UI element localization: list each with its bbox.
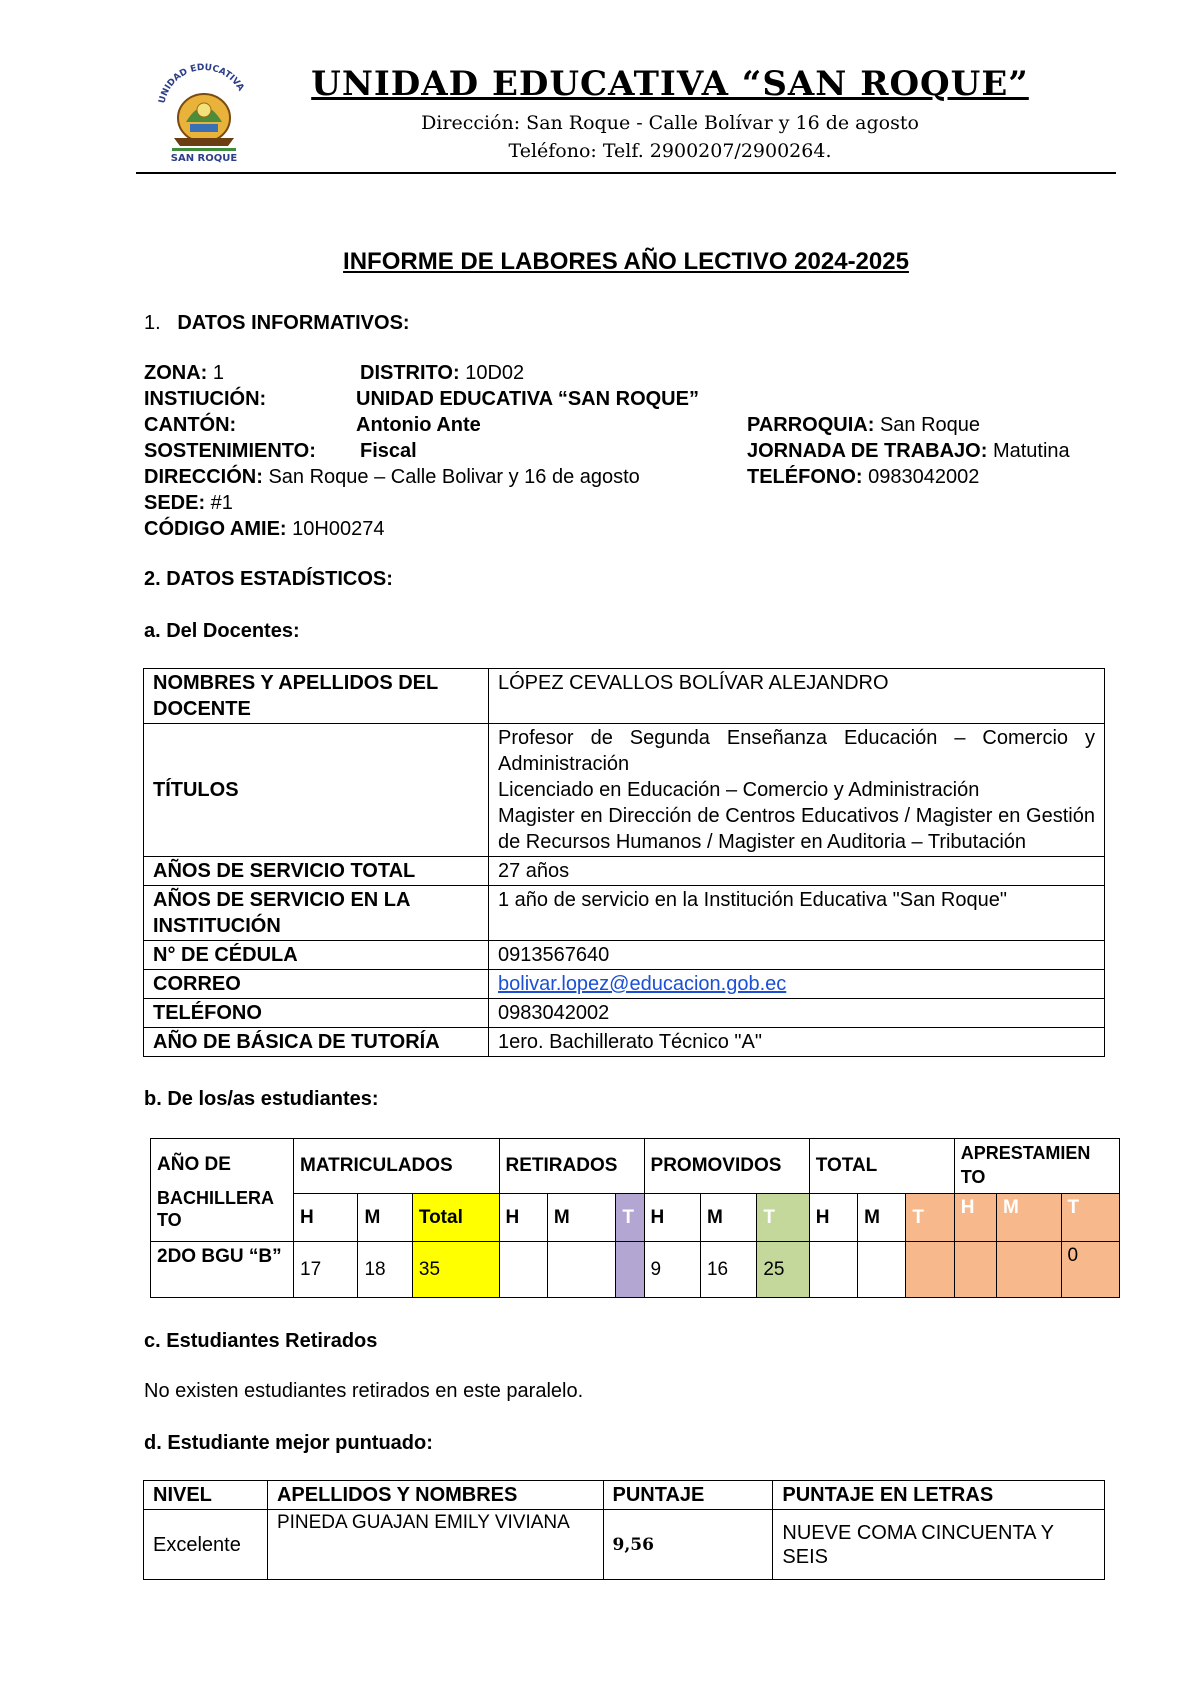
servicio-inst-value: 1 año de servicio en la Institución Educativa "San Roque" [489, 886, 1105, 941]
amie-field: CÓDIGO AMIE: 10H00274 [144, 518, 385, 540]
svg-text:UNIDAD EDUCATIVA: UNIDAD EDUCATIVA [157, 62, 246, 105]
ret-m-value [547, 1242, 615, 1298]
docente-table [143, 668, 1105, 1057]
table-row [144, 970, 1105, 999]
prom-m-value: 16 [700, 1242, 756, 1298]
table-row [151, 1242, 1120, 1298]
nombres-header: APELLIDOS Y NOMBRES [267, 1481, 603, 1510]
ano-header: AÑO DE BACHILLERA TO [151, 1139, 294, 1242]
table-row [144, 941, 1105, 970]
letras-header: PUNTAJE EN LETRAS [773, 1481, 1105, 1510]
section1-heading: 1. DATOS INFORMATIVOS: [144, 312, 410, 334]
correo-cell [489, 970, 1105, 999]
letras-value: NUEVE COMA CINCUENTA Y SEIS [773, 1510, 1105, 1580]
apr-h-value [954, 1242, 996, 1298]
prom-t-value: 25 [757, 1242, 809, 1298]
canton-value: Antonio Ante [356, 414, 481, 436]
tot-m-value [858, 1242, 906, 1298]
school-name: UNIDAD EDUCATIVA “SAN ROQUE” [311, 64, 1029, 104]
cedula-label: N° DE CÉDULA [144, 941, 489, 970]
apr-h-header: H [954, 1194, 996, 1242]
matriculados-header: MATRICULADOS [294, 1139, 499, 1194]
mat-m-value: 18 [358, 1242, 412, 1298]
nombres-value: PINEDA GUAJAN EMILY VIVIANA [267, 1510, 603, 1580]
table-row [144, 724, 1105, 857]
mat-h-header: H [294, 1194, 358, 1242]
svg-text:SAN ROQUE: SAN ROQUE [170, 153, 238, 164]
telefono-label: TELÉFONO [144, 999, 489, 1028]
apr-m-header: M [997, 1194, 1061, 1242]
promovidos-header: PROMOVIDOS [644, 1139, 809, 1194]
report-title: INFORME DE LABORES AÑO LECTIVO 2024-2025 [343, 248, 909, 275]
canton-label: CANTÓN: [144, 414, 237, 436]
mejor-puntuado-table [143, 1480, 1105, 1580]
mat-h-value: 17 [294, 1242, 358, 1298]
sede-field: SEDE: #1 [144, 492, 233, 514]
ret-h-header: H [499, 1194, 547, 1242]
table-row [144, 1028, 1105, 1057]
titulos-value [489, 724, 1105, 857]
mat-total-header: Total [412, 1194, 499, 1242]
prom-h-header: H [644, 1194, 700, 1242]
row-label: 2DO BGU “B” [151, 1242, 294, 1298]
subsection-d: d. Estudiante mejor puntuado: [144, 1432, 433, 1454]
school-logo [150, 62, 258, 164]
correo-label: CORREO [144, 970, 489, 999]
sostenimiento-value: Fiscal [360, 440, 417, 462]
institucion-label: INSTIUCIÓN: [144, 388, 267, 410]
table-row [144, 999, 1105, 1028]
puntaje-header: PUNTAJE [603, 1481, 773, 1510]
table-row [144, 886, 1105, 941]
table-row [144, 1481, 1105, 1510]
telefono-field: TELÉFONO: 0983042002 [747, 466, 980, 488]
header-divider [136, 172, 1116, 174]
titulos-label: TÍTULOS [144, 724, 489, 857]
tutoria-value: 1ero. Bachillerato Técnico "A" [489, 1028, 1105, 1057]
nivel-value: Excelente [144, 1510, 268, 1580]
puntaje-value: 9,56 [603, 1510, 773, 1580]
titulo-1: Profesor de Segunda Enseñanza Educación – Comercio y Administración [498, 727, 1095, 775]
estudiantes-table [150, 1138, 1120, 1298]
servicio-total-value: 27 años [489, 857, 1105, 886]
ret-t-header: T [616, 1194, 644, 1242]
school-address: Dirección: San Roque - Calle Bolívar y 16 de agosto [421, 112, 919, 134]
apr-t-header: T [1061, 1194, 1120, 1242]
prom-h-value: 9 [644, 1242, 700, 1298]
tot-h-header: H [809, 1194, 857, 1242]
tutoria-label: AÑO DE BÁSICA DE TUTORÍA [144, 1028, 489, 1057]
nivel-header: NIVEL [144, 1481, 268, 1510]
zona-field: ZONA: 1 [144, 362, 225, 384]
distrito-field: DISTRITO: 10D02 [360, 362, 525, 384]
telefono-value: 0983042002 [489, 999, 1105, 1028]
ret-h-value [499, 1242, 547, 1298]
ret-t-value [616, 1242, 644, 1298]
total-header: TOTAL [809, 1139, 954, 1194]
nombres-label: NOMBRES Y APELLIDOS DEL DOCENTE [144, 669, 489, 724]
aprestamiento-header: APRESTAMIEN TO [954, 1139, 1119, 1194]
table-row [144, 857, 1105, 886]
tot-t-value [906, 1242, 954, 1298]
school-phone: Teléfono: Telf. 2900207/2900264. [508, 140, 832, 162]
apr-t-value: 0 [1061, 1242, 1120, 1298]
prom-t-header: T [757, 1194, 809, 1242]
ret-m-header: M [547, 1194, 615, 1242]
section2-heading: 2. DATOS ESTADÍSTICOS: [144, 568, 393, 590]
table-row [144, 1510, 1105, 1580]
table-row [151, 1194, 1120, 1242]
titulo-3: Magister en Dirección de Centros Educativos / Magister en Gestión de Recursos Humanos / Magister en Auditoria – Tributación [498, 805, 1095, 853]
parroquia-field: PARROQUIA: San Roque [747, 414, 981, 436]
table-row [144, 669, 1105, 724]
institucion-value: UNIDAD EDUCATIVA “SAN ROQUE” [356, 388, 699, 410]
retirados-header: RETIRADOS [499, 1139, 644, 1194]
tot-t-header: T [906, 1194, 954, 1242]
retirados-text: No existen estudiantes retirados en este paralelo. [144, 1380, 584, 1402]
mat-m-header: M [358, 1194, 412, 1242]
titulo-2: Licenciado en Educación – Comercio y Administración [498, 779, 980, 801]
jornada-field: JORNADA DE TRABAJO: Matutina [747, 440, 1070, 462]
servicio-inst-label: AÑOS DE SERVICIO EN LA INSTITUCIÓN [144, 886, 489, 941]
mat-total-value: 35 [412, 1242, 499, 1298]
table-row [151, 1139, 1120, 1194]
direccion-field: DIRECCIÓN: San Roque – Calle Bolivar y 16 de agosto [144, 466, 640, 488]
sostenimiento-label: SOSTENIMIENTO: [144, 440, 316, 462]
subsection-a: a. Del Docentes: [144, 620, 300, 642]
prom-m-header: M [700, 1194, 756, 1242]
nombres-value: LÓPEZ CEVALLOS BOLÍVAR ALEJANDRO [489, 669, 1105, 724]
tot-m-header: M [858, 1194, 906, 1242]
subsection-b: b. De los/as estudiantes: [144, 1088, 379, 1110]
tot-h-value [809, 1242, 857, 1298]
subsection-c: c. Estudiantes Retirados [144, 1330, 378, 1352]
apr-m-value [997, 1242, 1061, 1298]
servicio-total-label: AÑOS DE SERVICIO TOTAL [144, 857, 489, 886]
email-link[interactable]: bolivar.lopez@educacion.gob.ec [498, 973, 787, 995]
cedula-value: 0913567640 [489, 941, 1105, 970]
